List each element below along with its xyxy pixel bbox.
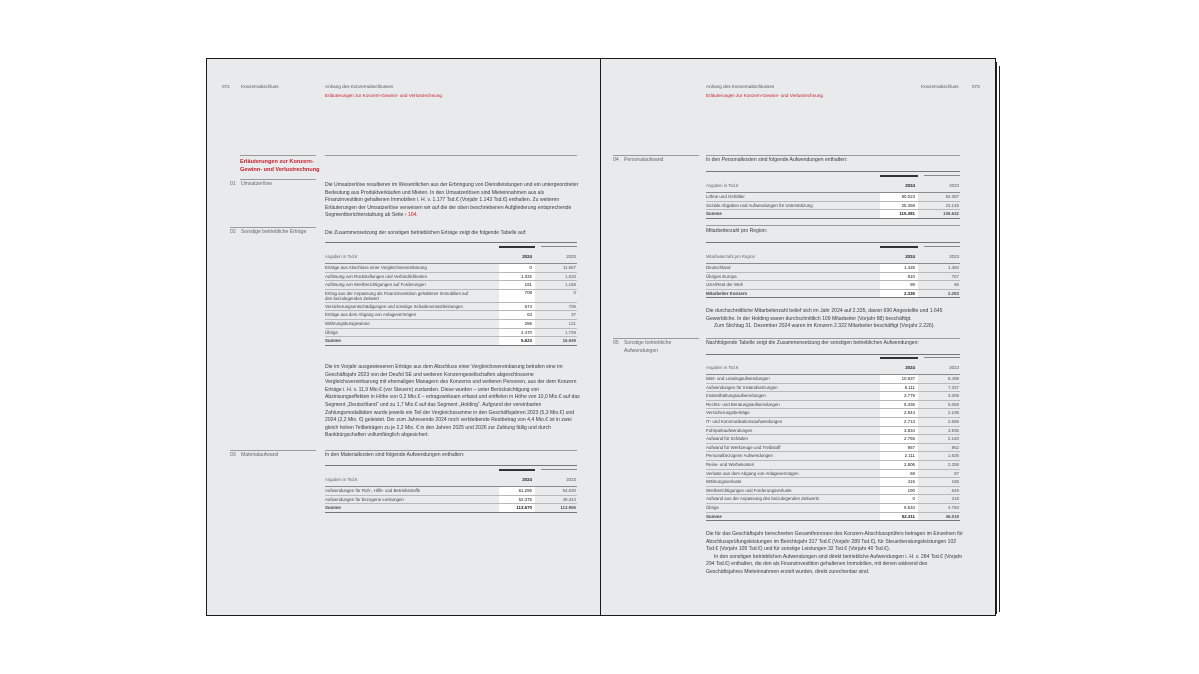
- section-heading: Erläuterungen zur Konzern-Gewinn- und Verlustrechnung: [240, 159, 320, 173]
- value-2023: 7.337: [948, 384, 959, 390]
- chapter-name: Anhang des Konzernabschlusses: [706, 84, 775, 89]
- value-2024: 90.023: [880, 193, 918, 201]
- item-title-personalaufwand: 04 Personalaufwand: [613, 157, 664, 163]
- table-row: [325, 487, 577, 496]
- table-intro: In den Personalkosten sind folgende Aufwendungen enthalten:: [706, 157, 848, 163]
- value-2023: 3.936: [948, 427, 959, 433]
- table-intro: Mitarbeiterzahl pro Region:: [706, 228, 768, 234]
- row-label: Auflösung von Wertberichtigungen auf Forderungen: [325, 282, 426, 288]
- chapter-subtitle: Erläuterungen zur Konzern-Gewinn- und Verlustrechnung: [706, 93, 823, 98]
- value-2024: 2.765: [880, 435, 918, 443]
- row-label: Erträge aus dem Abgang von Anlagevermögen: [325, 312, 417, 318]
- table-header: Angaben in Tsd.€ 2024 2023: [706, 182, 960, 193]
- row-label: IT- und Kommunikationsaufwendungen: [706, 418, 783, 424]
- value-2024: 113.670: [499, 504, 535, 512]
- table-header: Angaben in Tsd.€ 2024 2023: [325, 476, 577, 487]
- row-label: Summe: [325, 338, 341, 344]
- right-page: [601, 59, 995, 615]
- value-2024: 967: [880, 444, 918, 452]
- table-intro: In den Materialkosten sind folgende Aufwendungen enthalten:: [325, 452, 465, 458]
- text-umsatzerloese: Die Umsatzerlöse resultieren im Wesentlichen aus der Erbringung von Dienstleistungen und ein untergeordneter Bedeutung aus Produktverkäufen und Mieten. In den Umsatzerlösen sind Mieteinnahmen aus als Finanzinvestition gehaltenen Immobilien i. H. v. 1.177 Tsd.€ (Vorjahr 1.143 Tsd.€) enthalten. Zu weiteren Erläuterungen der Umsatzerlöse verweisen wir auf die der oben beschriebenen Aufgliederung entsprechende Segmentberichterstattung ab Seite › 104.: [325, 182, 579, 219]
- row-label: Währungsverluste: [706, 479, 742, 485]
- row-label: Summe: [325, 505, 341, 511]
- table-row: [706, 384, 960, 393]
- row-label: Reise- und Werbekosten: [706, 461, 755, 467]
- table-row: [706, 495, 960, 504]
- table-row: [706, 281, 960, 290]
- value-2023: 705: [568, 303, 576, 309]
- table-row: [706, 409, 960, 418]
- table-row: [325, 496, 577, 505]
- value-2023: 1.360: [948, 265, 959, 270]
- value-2024: 5.623: [499, 337, 535, 345]
- value-2023: 46.019: [945, 513, 959, 519]
- value-2024: 286: [499, 320, 535, 328]
- value-2024: 574: [499, 303, 535, 311]
- value-2024: 415: [880, 478, 918, 486]
- value-2023: 11.657: [562, 265, 576, 270]
- row-label: Aufwand aus der Anpassung des beizulegenden Zeitwerts: [706, 496, 820, 502]
- table-header: Angaben in Tsd.€ 2024 2023: [706, 364, 960, 375]
- table-header: Angaben in Tsd.€ 2024 2023: [325, 253, 577, 264]
- table-row: [706, 427, 960, 436]
- row-label: USA/Rest der Welt: [706, 282, 743, 288]
- table-body: [325, 264, 577, 346]
- table-top-rule: [706, 242, 960, 243]
- table-row: [706, 202, 960, 211]
- table-row: [325, 264, 577, 273]
- divider: [706, 155, 960, 156]
- value-2024: 115.381: [880, 210, 918, 218]
- value-2024: 1.425: [880, 264, 918, 272]
- value-2023: 2.140: [948, 436, 959, 442]
- table-row: [706, 470, 960, 479]
- table-top-rule: [706, 171, 960, 172]
- row-label: Aufwand für Werkzeuge und Treibstoff: [706, 444, 781, 450]
- row-label: Versicherungsentschädigungen und sonstige Schadenersatzleistungen: [325, 303, 463, 309]
- report-spread: [206, 58, 996, 616]
- value-2023: 2.258: [948, 461, 959, 467]
- table-top-rule: [706, 354, 960, 355]
- value-2023: 64.620: [562, 488, 576, 493]
- page-stack-edge: [996, 62, 997, 614]
- chapter-subtitle: Erläuterungen zur Konzern-Gewinn- und Verlustrechnung: [325, 93, 442, 98]
- table-sum-row: [706, 290, 960, 299]
- value-2023: 767: [951, 273, 959, 279]
- row-label: Verluste aus dem Abgang von Anlagevermögen: [706, 470, 799, 476]
- value-2024: 5.534: [880, 504, 918, 512]
- value-2024: 63: [499, 311, 535, 319]
- value-2024: 99: [880, 281, 918, 289]
- value-2023: 106.542: [943, 211, 959, 217]
- table-sum-row: [325, 337, 577, 346]
- value-2023: 649: [951, 487, 959, 493]
- page-link[interactable]: › 104.: [404, 212, 418, 219]
- chapter-name: Anhang des Konzernabschlusses: [325, 84, 394, 89]
- item-title-sonstige-ertraege: 02 Sonstige betriebliche Erträge: [230, 229, 307, 235]
- table-top-rule: [325, 242, 577, 243]
- row-label: Instandhaltungsaufwendungen: [706, 393, 766, 399]
- value-2023: 3.308: [948, 393, 959, 399]
- row-label: Mitarbeiter Konzern: [706, 290, 748, 296]
- page-number: 072: [222, 84, 230, 89]
- table-row: [325, 311, 577, 320]
- value-2023: 37: [571, 312, 576, 318]
- value-2024: 52.375: [499, 496, 535, 504]
- table-intro: Die Zusammensetzung der sonstigen betrieblichen Erträge zeigt die folgende Tabelle auf:: [325, 230, 527, 236]
- value-2024: 69: [880, 470, 918, 478]
- row-label: Übrige: [325, 329, 338, 335]
- value-2024: 2.713: [880, 418, 918, 426]
- table-row: [706, 273, 960, 282]
- value-2024: 3.834: [880, 427, 918, 435]
- row-label: Erträge aus Abschluss einer Vergleichsvereinbarung: [325, 265, 427, 270]
- table-sonstige-ertraege: [325, 253, 577, 346]
- table-row: [706, 193, 960, 202]
- value-2024: 3.779: [880, 392, 918, 400]
- value-2024: 25.358: [880, 202, 918, 210]
- value-2024: 191: [499, 281, 535, 289]
- value-2023: 4.783: [948, 504, 959, 510]
- value-2024: 1.332: [499, 273, 535, 281]
- table-mitarbeiter-region: [706, 253, 960, 298]
- value-2023: 1.168: [565, 282, 576, 288]
- row-label: Wertberichtigungen und Forderungsverluste: [706, 487, 792, 493]
- table-header: Mitarbeiterzahl pro Region 2024 2023: [706, 253, 960, 264]
- table-row: [706, 392, 960, 401]
- text-vergleichsvereinbarung: Die im Vorjahr ausgewiesenen Erträge aus dem Abschluss einer Vergleichsvereinbarung betrafen eine im Geschäftsjahr 2023 von der Deufol SE und weiteren Konzerngesellschaften abgeschlossene Vergleichsvereinbarung mit ehemaligen Managern des Konzerns und weiteren Personen, aus der dem Konzern Erträge i. H. v. 11,9 Mio.€ (vor Steuern) zustanden. Diese wurden – unter Berücksichtigung von Abzinsungseffekten in Höhe von 0,2 Mio.€ – ertragswirksam erfasst und entfielen in Höhe von 10,0 Mio.€ auf das Segment „Deutschland“ und zu 1,7 Mio.€ auf das Segment „Holding“. Aufgrund der vereinbarten Zahlungsmodalitäten wurde jeweils ein Teil der Vergleichssumme in den Geschäftsjahren 2023 (5,3 Mio.€) und 2024 (2,2 Mio. €) geleistet. Der zum Jahresende 2024 noch verbleibende Restbetrag von 4,4 Mio.€ ist in zwei gleich hohen Teilbeträgen zu je 2,2 Mio. € in den Jahren 2025 und 2026 zur Zahlung fällig und durch Bankbürgschaften vollumfänglich abgesichert.: [325, 364, 580, 439]
- row-label: Summe: [706, 513, 722, 519]
- row-label: Aufwendungen für Roh-, Hilfs- und Betriebsstoffe: [325, 488, 421, 493]
- table-row: [706, 401, 960, 410]
- value-2024: 0: [880, 495, 918, 503]
- divider: [230, 450, 316, 451]
- value-2024: 2.806: [880, 461, 918, 469]
- table-sum-row: [325, 504, 577, 513]
- row-label: Soziale Abgaben und Aufwendungen für Unterstützung: [706, 202, 813, 208]
- row-label: Deutschland: [706, 265, 731, 270]
- table-body: [706, 264, 960, 298]
- value-2024: 2.470: [499, 329, 535, 337]
- row-label: Personalbezogene Aufwendungen: [706, 453, 773, 459]
- row-label: Ertrag aus der Anpassung als Finanzinvestition gehaltener Immobilien auf den beizulegenden Zeitwert: [325, 290, 469, 301]
- value-2023: 0: [573, 289, 576, 295]
- table-top-rule: [325, 465, 577, 466]
- table-row: [325, 320, 577, 329]
- value-2024: 52.311: [880, 513, 918, 521]
- value-2023: 8.499: [948, 376, 959, 381]
- row-label: Miet- und Leasingaufwendungen: [706, 376, 770, 381]
- value-2023: 1.729: [565, 329, 576, 335]
- row-label: Summe: [706, 211, 722, 217]
- table-row: [325, 281, 577, 290]
- divider: [613, 155, 699, 156]
- row-label: Auflösung von Rückstellungen und Verbindlichkeiten: [325, 273, 428, 279]
- value-2023: 2.283: [948, 290, 959, 296]
- table-personalaufwand: [706, 182, 960, 219]
- value-2024: 190: [880, 487, 918, 495]
- table-body: [706, 375, 960, 521]
- value-2024: 5.336: [880, 401, 918, 409]
- value-2023: 1.635: [948, 453, 959, 459]
- value-2023: 96: [954, 282, 959, 288]
- table-row: [325, 303, 577, 312]
- value-2024: 8.111: [880, 384, 918, 392]
- table-sonstige-aufwendungen: [706, 364, 960, 521]
- section-name: Konzernabschluss: [241, 84, 279, 89]
- row-label: Aufwendungen für bezogene Leistungen: [325, 496, 404, 502]
- divider: [240, 155, 316, 156]
- table-row: [706, 461, 960, 470]
- divider: [325, 450, 577, 451]
- page-number: 073: [972, 84, 980, 89]
- value-2023: 83.397: [945, 194, 959, 199]
- value-2023: 113.965: [560, 505, 576, 511]
- table-row: [706, 444, 960, 453]
- row-label: Löhne und Gehälter: [706, 194, 745, 199]
- value-2023: 165: [951, 479, 959, 485]
- table-row: [325, 329, 577, 338]
- table-body: [706, 193, 960, 219]
- divider: [240, 179, 316, 180]
- value-2023: 16.949: [562, 338, 576, 344]
- value-2023: 1.533: [565, 273, 576, 279]
- table-row: [706, 452, 960, 461]
- value-2023: 87: [954, 470, 959, 476]
- text-mitarbeiter: Die durchschnittliche Mitarbeiterzahl belief sich im Jahr 2024 auf 2.335, davon 690 Angestellte und 1.645 Gewerbliche. In der Holding waren durchschnittlich 109 Mitarbeiter (Vorjahr 88) beschäftigt. Zum Stichtag 31. Dezember 2024 waren im Konzern 2.322 Mitarbeiter beschäftigt (Vorjahr 2.226).: [706, 308, 943, 330]
- value-2024: 2.111: [880, 452, 918, 460]
- value-2023: 121: [568, 320, 576, 326]
- divider: [706, 225, 960, 226]
- value-2024: 2.844: [880, 409, 918, 417]
- section-name: Konzernabschluss: [921, 84, 959, 89]
- value-2024: 708: [499, 290, 535, 302]
- row-label: Rechts- und Beratungsaufwendungen: [706, 401, 780, 407]
- table-row: [706, 504, 960, 513]
- value-2024: 2.335: [880, 290, 918, 298]
- text-honorare: Die für das Geschäftsjahr berechneten Gesamthonorare des Konzern-Abschlussprüfers betragen im Einzelnen für Abschlussprüfungsleistungen im Berichtsjahr 317 Tsd.€ (Vorjahr 289 Tsd.€), für Steuerberatungsleistungen 102 Tsd.€ (Vorjahr 105 Tsd.€) und für sonstige Leistungen 32 Tsd.€ (Vorjahr 40 Tsd.€). In den sonstigen betrieblichen Aufwendungen sind direkt betriebliche Aufwendungen i. H. v. 284 Tsd.€ (Vorjahr 294 Tsd.€) enthalten, die den als Finanzinvestition gehaltenen Immobilien, mit denen während des Geschäftsjahres Mieteinnahmen erzielt wurden, direkt zurechenbar sind.: [706, 531, 964, 575]
- table-row: [325, 273, 577, 282]
- row-label: Aufwand für Schäden: [706, 436, 748, 442]
- value-2023: 49.344: [562, 496, 576, 502]
- left-page: [207, 59, 600, 615]
- value-2023: 952: [951, 444, 959, 450]
- table-body: [325, 487, 577, 513]
- value-2023: 23.145: [945, 202, 959, 208]
- value-2024: 0: [499, 264, 535, 272]
- table-row: [706, 478, 960, 487]
- table-row: [706, 264, 960, 273]
- item-title-umsatzerloese: 01 Umsatzerlöse: [230, 181, 273, 187]
- row-label: Währungskursgewinne: [325, 320, 370, 326]
- table-row: [325, 290, 577, 303]
- table-row: [706, 418, 960, 427]
- divider: [230, 227, 316, 228]
- value-2024: 810: [880, 273, 918, 281]
- table-sum-row: [706, 210, 960, 219]
- table-row: [706, 487, 960, 496]
- row-label: Übriges Europa: [706, 273, 737, 279]
- value-2023: 2.695: [948, 418, 959, 424]
- value-2023: 2.236: [948, 410, 959, 416]
- value-2023: 218: [951, 496, 959, 502]
- value-2024: 61.295: [499, 487, 535, 495]
- value-2024: 10.837: [880, 375, 918, 383]
- item-title-sonstige-aufwendungen: 05 Sonstige betriebliche Aufwendungen: [613, 340, 672, 354]
- value-2023: 5.069: [948, 401, 959, 407]
- row-label: Übrige: [706, 504, 719, 510]
- divider: [325, 155, 577, 156]
- divider: [613, 338, 699, 339]
- row-label: Aufwendungen für Instandsetzungen: [706, 384, 778, 390]
- page-stack-edge: [999, 66, 1000, 612]
- table-row: [706, 375, 960, 384]
- table-row: [706, 435, 960, 444]
- divider: [706, 338, 960, 339]
- row-label: Fuhrparkaufwendungen: [706, 427, 753, 433]
- table-sum-row: [706, 513, 960, 522]
- table-materialaufwand: [325, 476, 577, 513]
- row-label: Versicherungsbeiträge: [706, 410, 750, 416]
- table-intro: Nachfolgende Tabelle zeigt die Zusammensetzung der sonstigen betrieblichen Aufwendungen:: [706, 340, 919, 346]
- item-title-materialaufwand: 03 Materialaufwand: [230, 452, 279, 458]
